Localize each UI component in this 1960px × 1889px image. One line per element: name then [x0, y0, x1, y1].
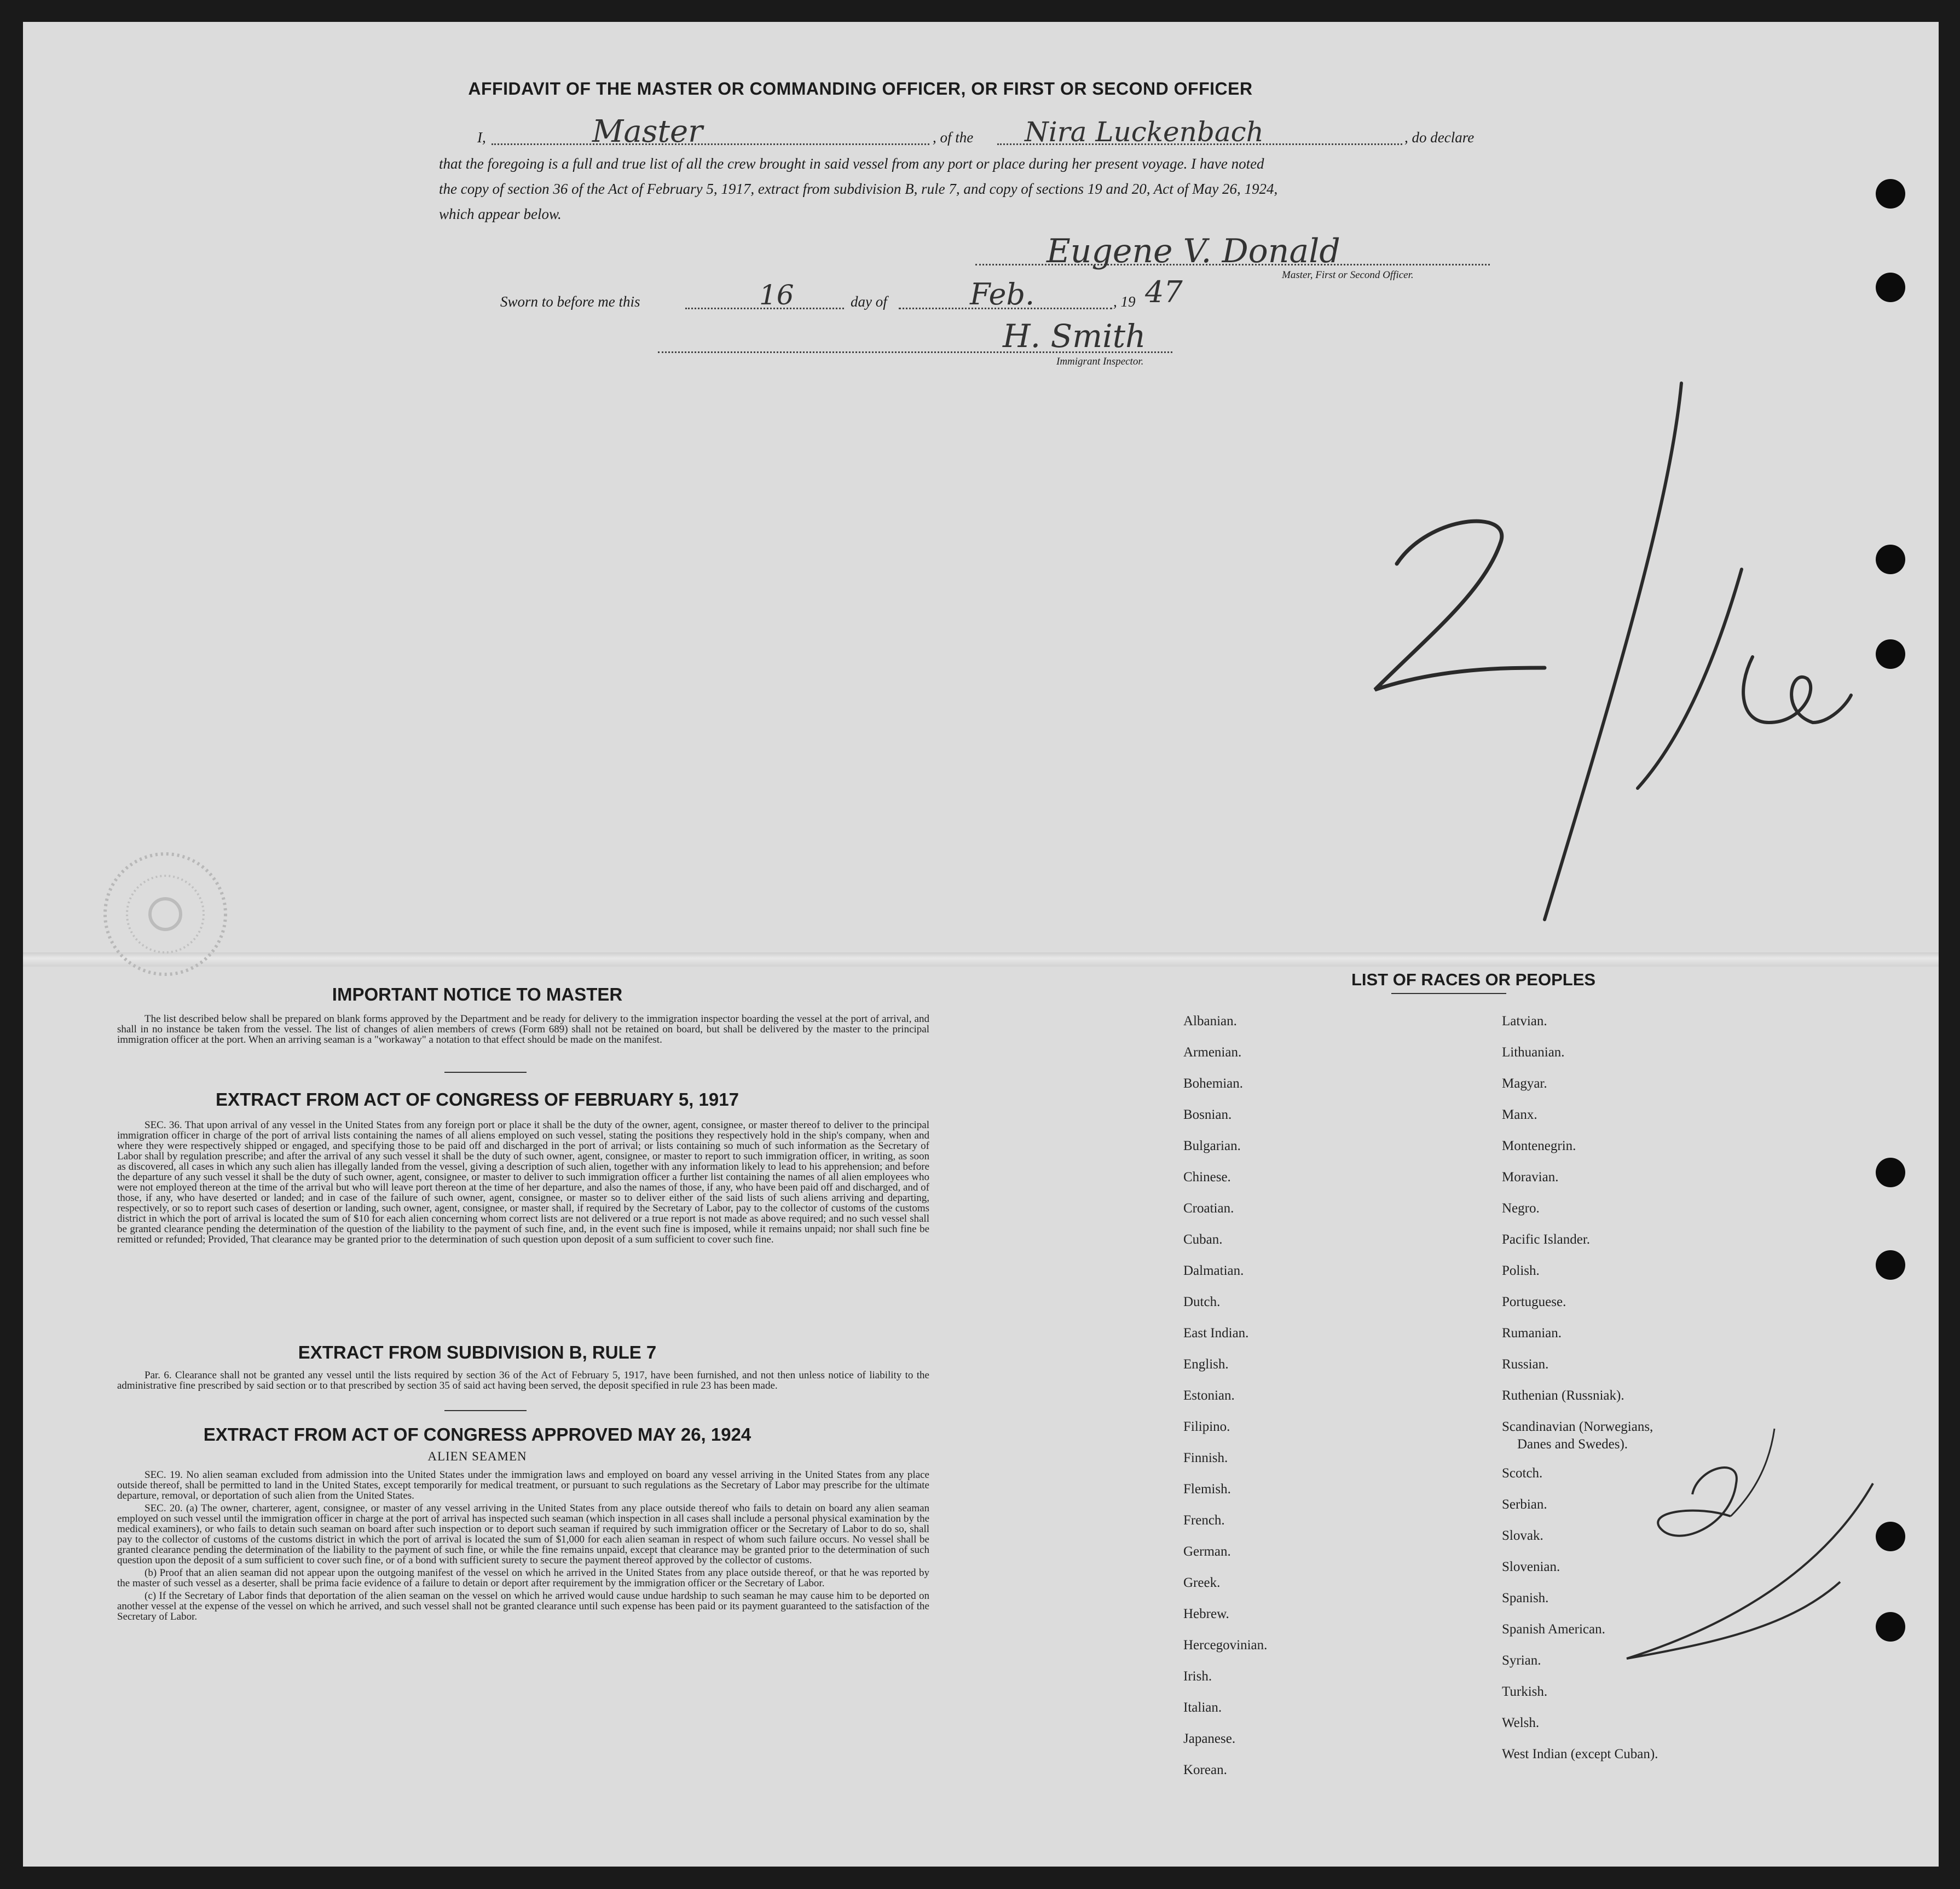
extract-rule7-body	[117, 1370, 929, 1393]
embossed-seal-stamp	[89, 843, 242, 985]
races-title: LIST OF RACES OR PEOPLES	[1351, 970, 1596, 989]
extract-1917-title: EXTRACT FROM ACT OF CONGRESS OF FEBRUARY 5, 1917	[216, 1089, 739, 1110]
affidavit-title: AFFIDAVIT OF THE MASTER OR COMMANDING OFFICER, OR FIRST OR SECOND OFFICER	[468, 79, 1253, 99]
race-item: Dutch.	[1183, 1295, 1221, 1309]
sec20a-paragraph: SEC. 20. (a) The owner, charterer, agent, consignee, or master of any vessel arriving in the United States from any place outside thereof who fails to detain on board any alien seaman employed on such vessel until the immigration officer in charge at the port of arrival has inspected such seaman (which inspection in all cases shall include a personal physical examination by the medical examiners), or who fails to detain such seaman on board after such inspection or to deport such seaman if required by such immigration officer or the Secretary of Labor to do so, shall pay to the collector of customs of the customs district in which the port of arrival is located the sum of $1,000 for each alien seaman in respect of whom such failure occurs. No vessel shall be granted clearance pending the determination of the liability to the payment of such fine, or while the fine remains unpaid, except that clearance may be granted prior to the determination of such question upon the deposit of a sum sufficient to cover such fine, or of a bond with sufficient surety to secure the payment thereof approved by the collector of customs.	[117, 1503, 929, 1566]
divider	[444, 1072, 527, 1073]
punch-hole	[1876, 273, 1905, 302]
day-of-label: day of	[851, 293, 887, 310]
punch-hole	[1876, 639, 1905, 669]
vessel-handwritten: Nira Luckenbach	[1025, 116, 1264, 148]
day-handwritten: 16	[759, 279, 794, 311]
race-item: Polish.	[1502, 1263, 1540, 1278]
month-handwritten: Feb.	[970, 277, 1035, 311]
race-item: Irish.	[1183, 1669, 1212, 1684]
extract-1924-subtitle: ALIEN SEAMEN	[427, 1449, 527, 1463]
document-page	[23, 22, 1939, 1867]
race-item: Danes and Swedes).	[1517, 1437, 1628, 1452]
extract-rule7-title: EXTRACT FROM SUBDIVISION B, RULE 7	[298, 1342, 657, 1362]
race-item: Albanian.	[1183, 1014, 1237, 1029]
declaration-line-2: the copy of section 36 of the Act of February 5, 1917, extract from subdivision B, rule 7, and copy of sections 19 and 20, Act of May 26, 1924,	[439, 181, 1278, 197]
race-item: Hebrew.	[1183, 1607, 1229, 1621]
race-item: Armenian.	[1183, 1045, 1242, 1060]
punch-hole	[1876, 179, 1905, 209]
race-item: Estonian.	[1183, 1388, 1235, 1403]
race-item: Magyar.	[1502, 1076, 1547, 1091]
extract-1924-body	[117, 1470, 929, 1624]
race-item: Scotch.	[1502, 1466, 1543, 1481]
sec20b-paragraph: (b) Proof that an alien seaman did not appear upon the outgoing manifest of the vessel on which he arrived in the United States from any place outside thereof, or that he was reported by the master of such vessel as a deserter, shall be prima facie evidence of a failure to detain or deport after requirement by the immigration officer or the Secretary of Labor.	[117, 1567, 929, 1589]
rank-field	[492, 142, 929, 145]
race-item: Serbian.	[1502, 1497, 1547, 1512]
race-item: French.	[1183, 1513, 1225, 1528]
race-item: Flemish.	[1183, 1482, 1231, 1497]
race-item: East Indian.	[1183, 1326, 1249, 1341]
race-item: Bosnian.	[1183, 1107, 1232, 1122]
race-item: Italian.	[1183, 1700, 1222, 1715]
signature-handwritten: Eugene V. Donald	[1047, 232, 1340, 270]
race-item: Ruthenian (Russniak).	[1502, 1388, 1624, 1403]
handwritten-mark-annotation	[1610, 1418, 1895, 1691]
notice-title: IMPORTANT NOTICE TO MASTER	[332, 984, 623, 1004]
race-item: Greek.	[1183, 1575, 1221, 1590]
declaration-line-1: that the foregoing is a full and true list of all the crew brought in said vessel from any port or place during her present voyage. I have noted	[439, 155, 1264, 172]
race-item: Moravian.	[1502, 1170, 1559, 1185]
race-item: Scandinavian (Norwegians,	[1502, 1419, 1653, 1434]
race-item: English.	[1183, 1357, 1229, 1372]
declaration-line-3: which appear below.	[439, 206, 562, 222]
extract-1924-title: EXTRACT FROM ACT OF CONGRESS APPROVED MAY 26, 1924	[203, 1424, 751, 1445]
race-item: Turkish.	[1502, 1684, 1548, 1699]
rule7-paragraph: Par. 6. Clearance shall not be granted any vessel until the lists required by section 36 of the Act of February 5, 1917, have been furnished, and not then unless notice of liability to the administrative fine prescribed by said section or to that prescribed by section 35 of said act having been served, the deposit specified in rule 23 has been made.	[117, 1370, 929, 1391]
sec20c-paragraph: (c) If the Secretary of Labor finds that deportation of the alien seaman on the vessel on which he arrived would cause undue hardship to such seaman he may cause him to be deported on another vessel at the expense of the vessel on which he arrived, and such vessel shall not be granted clearance until such expense has been paid or its payment guaranteed to the satisfaction of the Secretary of Labor.	[117, 1590, 929, 1622]
affidavit-i-label: I,	[477, 129, 486, 146]
punch-hole	[1876, 1158, 1905, 1187]
race-item: Rumanian.	[1502, 1326, 1562, 1341]
race-item: Portuguese.	[1502, 1295, 1566, 1309]
race-item: Filipino.	[1183, 1419, 1230, 1434]
race-item: Slovak.	[1502, 1528, 1543, 1543]
race-item: Bohemian.	[1183, 1076, 1244, 1091]
year-prefix: , 19	[1113, 293, 1136, 310]
race-item: Bulgarian.	[1183, 1139, 1241, 1153]
signature-caption: Master, First or Second Officer.	[1282, 269, 1414, 281]
sec36-paragraph: SEC. 36. That upon arrival of any vessel in the United States from any foreign port or place it shall be the duty of the owner, agent, consignee, or master thereof to deliver to the principal immigration officer in charge of the port of arrival lists containing the names of all aliens employed on such vessel, stating the positions they respectively hold in the ship's company, when and where they were respectively shipped or engaged, and specifying those to be paid off and discharged in the port of arrival; or lists containing so much of such information as the Secretary of Labor shall by regulation prescribe; and after the arrival of any such vessel it shall be the duty of such owner, agent, consignee, or master to report to such immigration officer, in writing, as soon as discovered, all cases in which any such alien has illegally landed from the vessel, giving a description of such alien, together with any information likely to lead to his apprehension; and before the departure of any such vessel it shall be the duty of such owner, agent, consignee, or master to deliver to such immigration officer a further list containing the names of all alien employees who were not employed thereon at the time of the arrival but who will leave port thereon at the time of her departure, and also the names of those, if any, who have been paid off and discharged, and of those, if any, who have deserted or landed; and in case of the failure of such owner, agent, consignee, or master so to deliver either of the said lists of such aliens arriving and departing, respectively, or so to report such cases of desertion or landing, such owner, agent, consignee, or master shall, if required by the Secretary of Labor, pay to the collector of customs of the customs district in which the port of arrival is located the sum of $10 for each alien concerning whom correct lists are not delivered or a true report is not made as above required; and no such vessel shall be granted clearance pending the determination of the question of the liability to the payment of such fine, and, in the event such fine is imposed, while it remains unpaid; nor shall such fine be remitted or refunded; Provided, That clearance may be granted prior to the determination of such question upon deposit of a sum sufficient to cover such fine.	[117, 1119, 929, 1245]
race-item: Chinese.	[1183, 1170, 1231, 1185]
race-item: Dalmatian.	[1183, 1263, 1244, 1278]
race-item: Manx.	[1502, 1107, 1537, 1122]
race-item: Japanese.	[1183, 1731, 1236, 1746]
race-item: German.	[1183, 1544, 1231, 1559]
punch-hole	[1876, 1250, 1905, 1280]
handwritten-date-annotation	[1364, 361, 1857, 947]
race-item: Syrian.	[1502, 1653, 1541, 1668]
notice-paragraph: The list described below shall be prepared on blank forms approved by the Department and be ready for delivery to the immigration inspector boarding the vessel at the port of arrival, and shall in no instance be taken from the vessel. The list of changes of alien members of crews (Form 689) shall not be retained on board, but shall be delivered by the master to the principal immigration officer at the port. When an arriving seaman is a "workaway" a notation to that effect should be made on the manifest.	[117, 1013, 929, 1045]
divider	[1391, 993, 1506, 994]
race-item: Hercegovinian.	[1183, 1638, 1268, 1653]
rank-handwritten: Master	[592, 114, 703, 149]
punch-hole	[1876, 545, 1905, 574]
race-item: Spanish.	[1502, 1591, 1549, 1605]
of-the-label: , of the	[933, 129, 974, 146]
race-item: Cuban.	[1183, 1232, 1223, 1247]
inspector-handwritten: H. Smith	[1003, 317, 1146, 355]
race-item: Slovenian.	[1502, 1559, 1560, 1574]
inspector-caption: Immigrant Inspector.	[1056, 356, 1144, 367]
race-item: Welsh.	[1502, 1715, 1540, 1730]
race-item: Pacific Islander.	[1502, 1232, 1591, 1247]
notice-body	[117, 1014, 929, 1047]
sec19-paragraph: SEC. 19. No alien seaman excluded from admission into the United States under the immigration laws and employed on board any vessel arriving in the United States from any place outside thereof, shall be permitted to land in the United States, except temporarily for medical treatment, or pursuant to such regulations as the Secretary of Labor may prescribe for the ultimate departure, removal, or deportation of such alien from the United States.	[117, 1469, 929, 1501]
race-item: Lithuanian.	[1502, 1045, 1565, 1060]
race-item: Negro.	[1502, 1201, 1540, 1216]
race-item: Montenegrin.	[1502, 1139, 1576, 1153]
race-item: Latvian.	[1502, 1014, 1547, 1029]
race-item: Spanish American.	[1502, 1622, 1605, 1637]
extract-1917-body	[117, 1120, 929, 1247]
race-item: Korean.	[1183, 1763, 1227, 1777]
do-declare-label: , do declare	[1404, 129, 1475, 146]
race-item: Finnish.	[1183, 1451, 1228, 1465]
race-item: West Indian (except Cuban).	[1502, 1747, 1658, 1761]
page-fold	[23, 952, 1939, 967]
race-item: Croatian.	[1183, 1201, 1234, 1216]
year-handwritten: 47	[1145, 275, 1183, 309]
sworn-label: Sworn to before me this	[500, 293, 640, 310]
divider	[444, 1410, 527, 1411]
race-item: Russian.	[1502, 1357, 1549, 1372]
